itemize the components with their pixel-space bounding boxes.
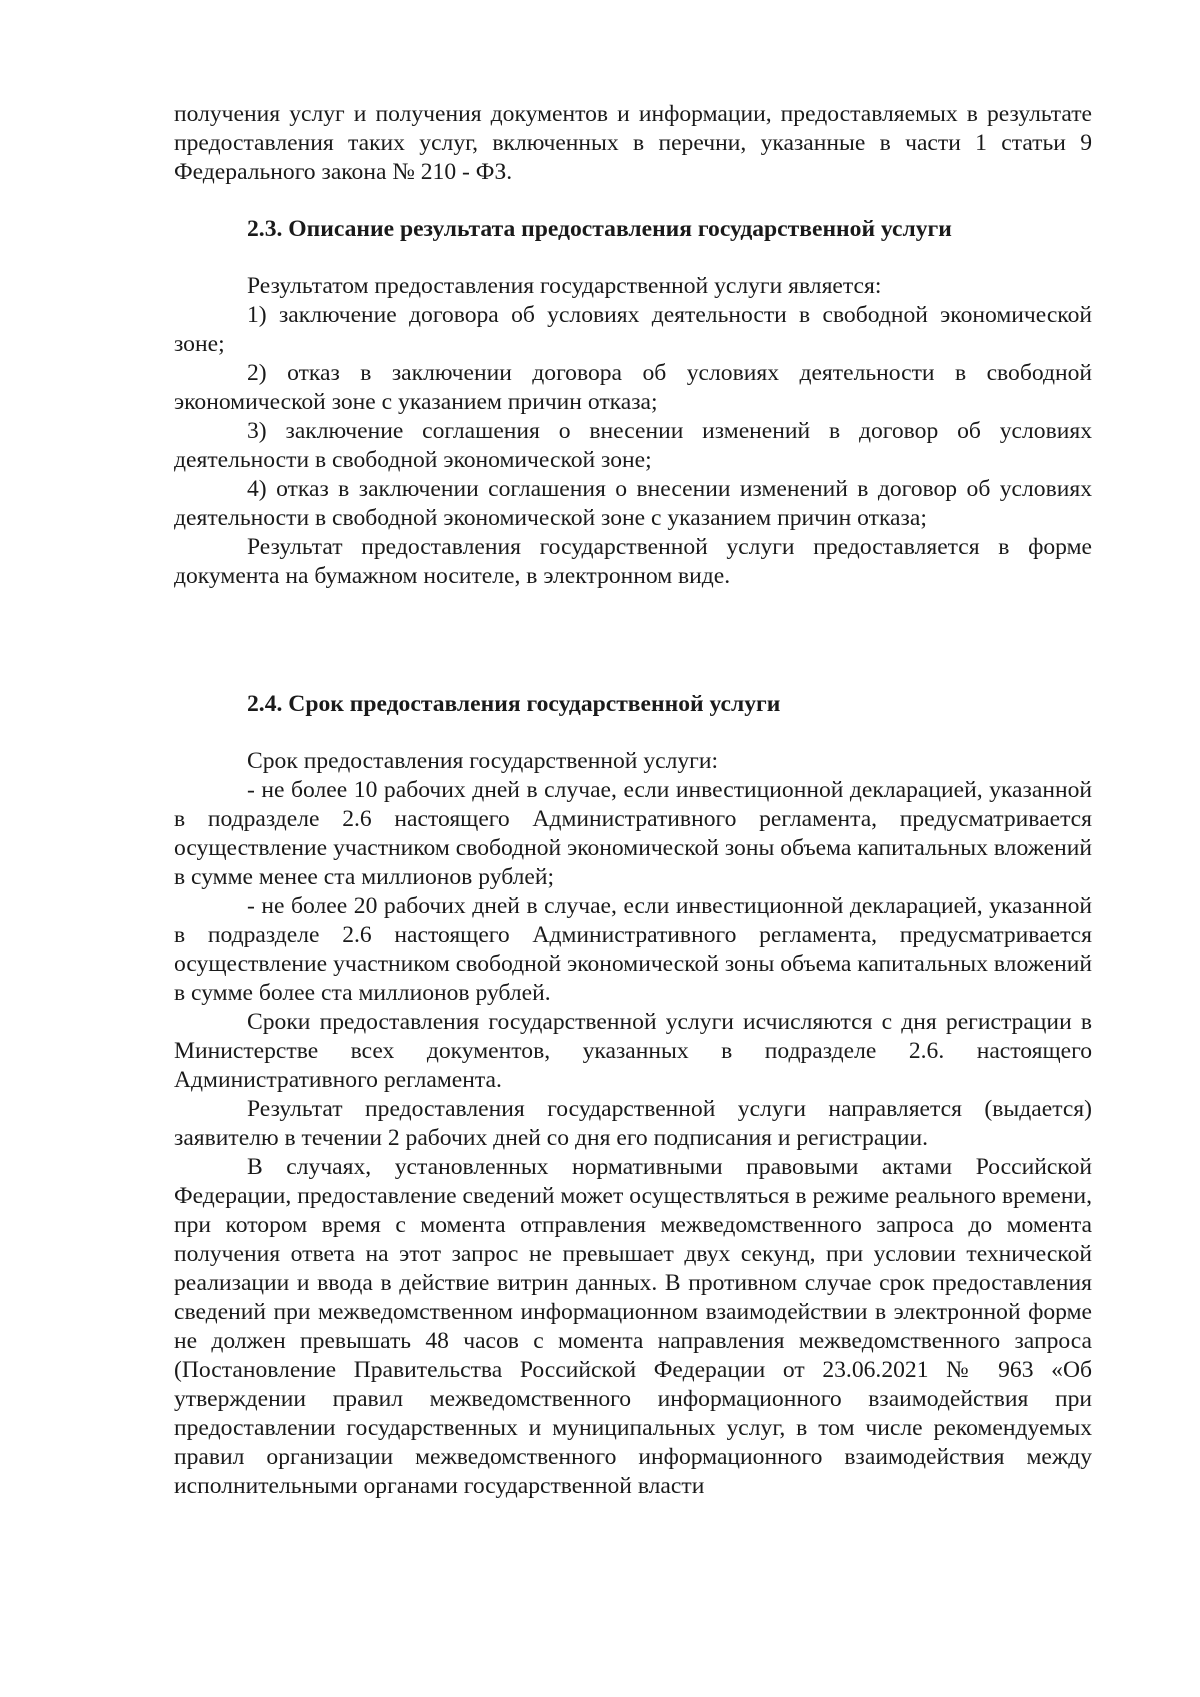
section-2-4-heading: 2.4. Срок предоставления государственной услуги: [247, 691, 781, 717]
list-item: - не более 20 рабочих дней в случае, если инвестиционной декларацией, указанной в подразделе 2.6 настоящего Административного регламента, предусматривается осуществление участником свободной экономической зоны объема капитальных вложений в сумме более ста миллионов рублей.: [174, 893, 1092, 1006]
paragraph: В случаях, установленных нормативными правовыми актами Российской Федерации, предоставление сведений может осуществляться в режиме реального времени, при котором время с момента отправления межведомственного запроса до момента получения ответа на этот запрос не превышает двух секунд, при условии технической реализации и ввода в действие витрин данных. В противном случае срок предоставления сведений при межведомственном информационном взаимодействии в электронной форме не должен превышать 48 часов с момента направления межведомственного запроса (Постановление Правительства Российской Федерации от 23.06.2021 № 963 «Об утверждении правил межведомственного информационного взаимодействия при предоставлении государственных и муниципальных услуг, в том числе рекомендуемых правил организации межведомственного информационного взаимодействия между исполнительными органами государственной власти: [174, 1154, 1092, 1499]
paragraph: Результат предоставления государственной услуги направляется (выдается) заявителю в течении 2 рабочих дней со дня его подписания и регистрации.: [174, 1096, 1092, 1151]
section-2-4-body: [174, 747, 1092, 1501]
list-item: - не более 10 рабочих дней в случае, если инвестиционной декларацией, указанной в подразделе 2.6 настоящего Административного регламента, предусматривается осуществление участником свободной экономической зоны объема капитальных вложений в сумме менее ста миллионов рублей;: [174, 777, 1092, 890]
paragraph: Результат предоставления государственной услуги предоставляется в форме документа на бумажном носителе, в электронном виде.: [174, 534, 1092, 589]
list-item: 1) заключение договора об условиях деятельности в свободной экономической зоне;: [174, 302, 1092, 357]
section-2-3-body: [174, 272, 1092, 591]
document-page: [174, 100, 1092, 1501]
list-item: 3) заключение соглашения о внесении изменений в договор об условиях деятельности в свободной экономической зоне;: [174, 418, 1092, 473]
paragraph: Результатом предоставления государственной услуги является:: [247, 273, 882, 299]
section-2-3-heading: 2.3. Описание результата предоставления государственной услуги: [247, 216, 952, 242]
paragraph: Срок предоставления государственной услуги:: [247, 748, 719, 774]
list-item: 2) отказ в заключении договора об условиях деятельности в свободной экономической зоне с указанием причин отказа;: [174, 360, 1092, 415]
intro-paragraph: получения услуг и получения документов и информации, предоставляемых в результате предоставления таких услуг, включенных в перечни, указанные в части 1 статьи 9 Федерального закона № 210 - ФЗ.: [174, 101, 1092, 185]
paragraph: Сроки предоставления государственной услуги исчисляются с дня регистрации в Министерстве всех документов, указанных в подразделе 2.6. настоящего Административного регламента.: [174, 1009, 1092, 1093]
list-item: 4) отказ в заключении соглашения о внесении изменений в договор об условиях деятельности в свободной экономической зоне с указанием причин отказа;: [174, 476, 1092, 531]
